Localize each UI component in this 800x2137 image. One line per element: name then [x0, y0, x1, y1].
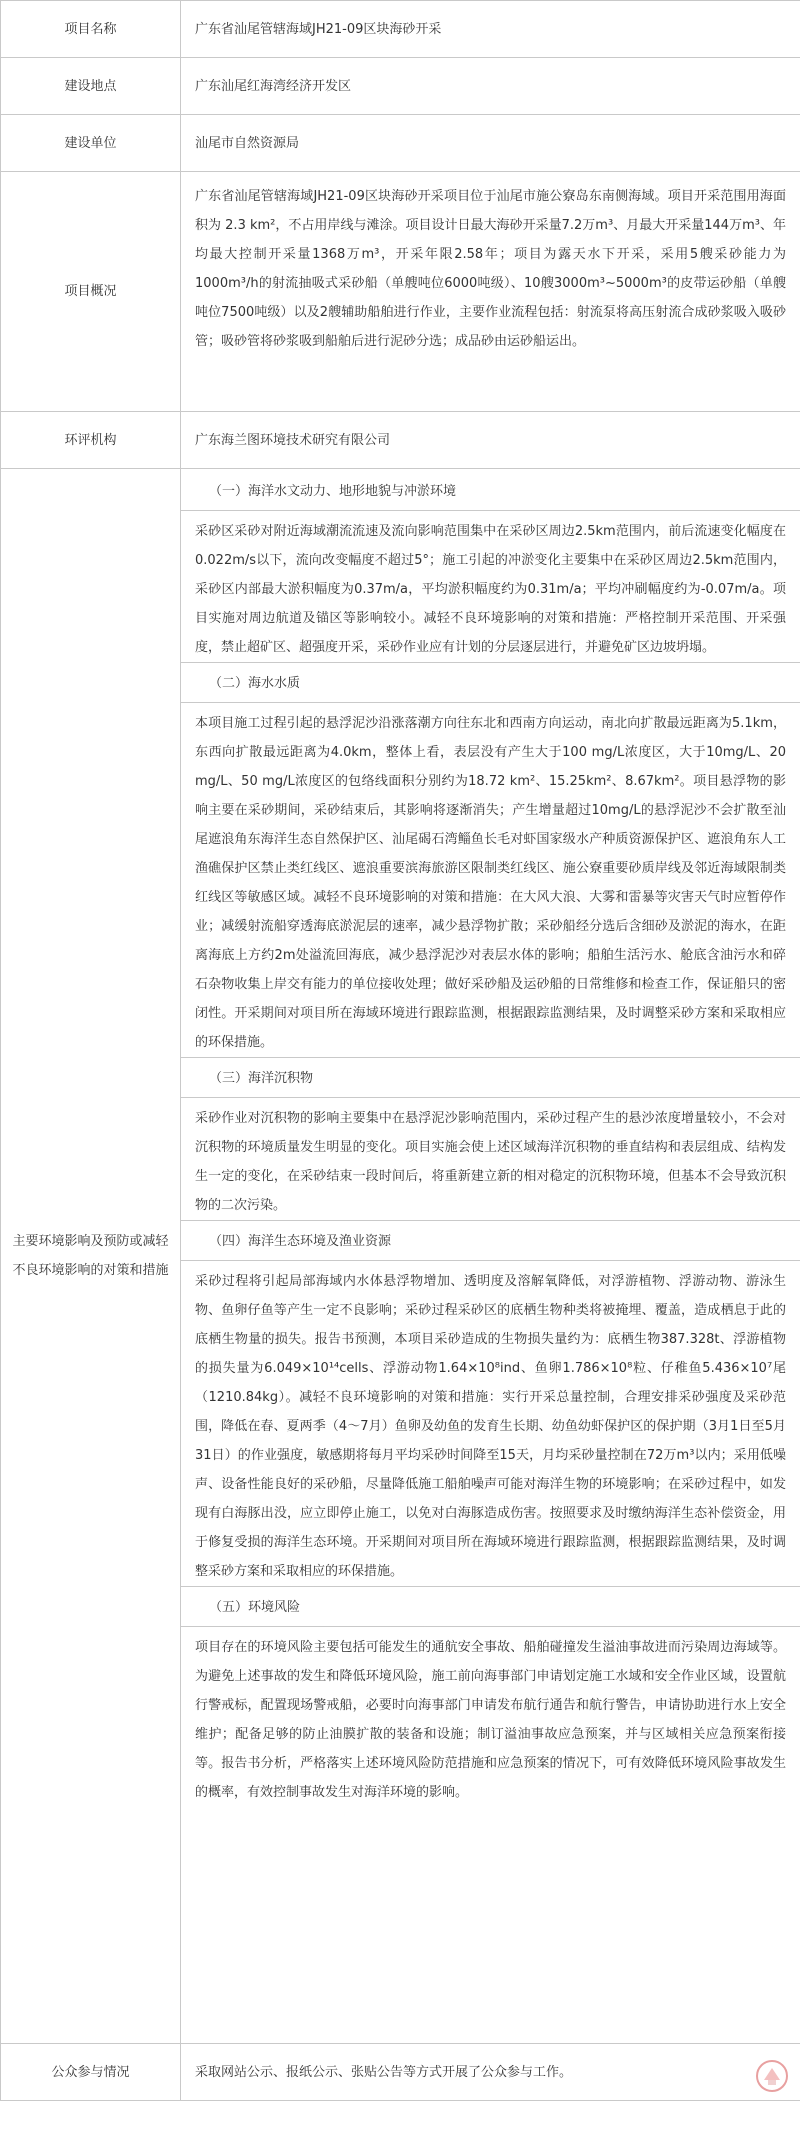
- overview-text: 广东省汕尾管辖海域JH21-09区块海砂开采项目位于汕尾市施公寮岛东南侧海域。项目开采范围用海面积为 2.3 km²，不占用岸线与滩涂。项目设计日最大海砂开采量7.2万m³、月最大开采量144万m³、年均最大控制开采量1368万m³，开采年限2.58年；项目为露天水下开采，采用5艘采砂能力为1000m³/h的射流抽吸式采砂船（单艘吨位6000吨级）、10艘3000m³~5000m³的皮带运砂船（单艘吨位7500吨级）以及2艘辅助船舶进行作业，主要作业流程包括：射流泵将高压射流合成砂浆吸入吸砂管；吸砂管将砂浆吸到船舶后进行泥砂分选；成品砂由运砂船运出。: [195, 189, 786, 349]
- section-5-body: 项目存在的环境风险主要包括可能发生的通航安全事故、船舶碰撞发生溢油事故进而污染周边海域等。为避免上述事故的发生和降低环境风险，施工前向海事部门申请划定施工水域和安全作业区域，设置航行警戒标，配置现场警戒船，必要时向海事部门申请发布航行通告和航行警告，申请协助进行水上安全维护；配备足够的防止油膜扩散的装备和设施；制订溢油事故应急预案，并与区域相关应急预案衔接等。报告书分析，严格落实上述环境风险防范措施和应急预案的情况下，可有效降低环境风险事故发生的概率，有效控制事故发生对海洋环境的影响。: [195, 1640, 786, 1800]
- value-overview: [181, 172, 800, 412]
- section-divider: [181, 1220, 800, 1221]
- label-public: 公众参与情况: [1, 2044, 181, 2101]
- section-3-title: （三）海洋沉积物: [209, 1071, 314, 1086]
- row-eia: [1, 412, 800, 469]
- public-text: 采取网站公示、报纸公示、张贴公告等方式开展了公众参与工作。: [195, 2064, 573, 2080]
- section-divider: [181, 510, 800, 511]
- value-location: 广东汕尾红海湾经济开发区: [181, 58, 800, 115]
- section-divider: [181, 1260, 800, 1261]
- watermark-logo-icon: [754, 2058, 790, 2094]
- section-1-title: （一）海洋水文动力、地形地貌与冲淤环境: [209, 484, 457, 499]
- row-overview: [1, 172, 800, 412]
- section-1: [195, 477, 786, 662]
- value-unit: 汕尾市自然资源局: [181, 115, 800, 172]
- value-eia: 广东海兰图环境技术研究有限公司: [181, 412, 800, 469]
- label-location: 建设地点: [1, 58, 181, 115]
- section-5-title: （五）环境风险: [209, 1600, 301, 1615]
- section-divider: [181, 702, 800, 703]
- value-public: [181, 2044, 800, 2101]
- value-main-impacts: [181, 469, 800, 2044]
- section-5: [195, 1593, 786, 1807]
- label-unit: 建设单位: [1, 115, 181, 172]
- label-eia: 环评机构: [1, 412, 181, 469]
- section-3: [195, 1064, 786, 1220]
- section-4-title: （四）海洋生态环境及渔业资源: [209, 1234, 392, 1249]
- value-project-name: 广东省汕尾管辖海域JH21-09区块海砂开采: [181, 1, 800, 58]
- section-divider: [181, 1097, 800, 1098]
- row-unit: [1, 115, 800, 172]
- section-2-body: 本项目施工过程引起的悬浮泥沙沿涨落潮方向往东北和西南方向运动，南北向扩散最远距离为5.1km，东西向扩散最远距离为4.0km，整体上看，表层没有产生大于100 mg/L浓度区，大于10mg/L、20 mg/L、50 mg/L浓度区的包络线面积分别约为18.72 km²、15.25km²、8.67km²。项目悬浮物的影响主要在采砂期间，采砂结束后，其影响将逐渐消失；产生增量超过10mg/L的悬浮泥沙不会扩散至汕尾遮浪角东海洋生态自然保护区、汕尾碣石湾鲻鱼长毛对虾国家级水产种质资源保护区、遮浪角东人工渔礁保护区禁止类红线区、遮浪重要滨海旅游区限制类红线区、施公寮重要砂质岸线及邻近海域限制类红线区等敏感区域。减轻不良环境影响的对策和措施：在大风大浪、大雾和雷暴等灾害天气时应暂停作业；减缓射流船穿透海底淤泥层的速率，减少悬浮物扩散；采砂船经分选后含细砂及淤泥的海水，在距离海底上方约2m处溢流回海底，减少悬浮泥沙对表层水体的影响；船舶生活污水、舱底含油污水和碎石杂物收集上岸交有能力的单位接收处理；做好采砂船及运砂船的日常维修和检查工作，保证船只的密闭性。开采期间对项目所在海域环境进行跟踪监测，根据跟踪监测结果，及时调整采砂方案和采取相应的环保措施。: [195, 716, 786, 1050]
- section-2: [195, 669, 786, 1057]
- row-main-impacts: [1, 469, 800, 2044]
- section-1-body: 采砂区采砂对附近海域潮流流速及流向影响范围集中在采砂区周边2.5km范围内，前后流速变化幅度在0.022m/s以下，流向改变幅度不超过5°；施工引起的冲淤变化主要集中在采砂区周边2.5km范围内，采砂区内部最大淤积幅度为0.37m/a，平均淤积幅度约为0.31m/a；平均冲刷幅度约为-0.07m/a。项目实施对周边航道及锚区等影响较小。减轻不良环境影响的对策和措施：严格控制开采范围、开采强度，禁止超矿区、超强度开采，采砂作业应有计划的分层逐层进行，并避免矿区边坡坍塌。: [195, 524, 786, 655]
- label-main-impacts: 主要环境影响及预防或减轻不良环境影响的对策和措施: [1, 469, 181, 2044]
- row-project-name: [1, 1, 800, 58]
- section-divider: [181, 662, 800, 663]
- label-overview: 项目概况: [1, 172, 181, 412]
- section-4-body: 采砂过程将引起局部海域内水体悬浮物增加、透明度及溶解氧降低，对浮游植物、浮游动物、游泳生物、鱼卵仔鱼等产生一定不良影响；采砂过程采砂区的底栖生物种类将被掩埋、覆盖，造成栖息于此的底栖生物量的损失。报告书预测，本项目采砂造成的生物损失量约为：底栖生物387.328t、浮游植物的损失量为6.049×10¹⁴cells、浮游动物1.64×10⁸ind、鱼卵1.786×10⁸粒、仔稚鱼5.436×10⁷尾（1210.84kg）。减轻不良环境影响的对策和措施：实行开采总量控制，合理安排采砂强度及采砂范围，降低在春、夏两季（4～7月）鱼卵及幼鱼的发育生长期、幼鱼幼虾保护区的保护期（3月1日至5月31日）的作业强度，敏感期将每月平均采砂时间降至15天，月均采砂量控制在72万m³以内；采用低噪声、设备性能良好的采砂船，尽量降低施工船舶噪声可能对海洋生物的环境影响；在采砂过程中，如发现有白海豚出没，应立即停止施工，以免对白海豚造成伤害。按照要求及时缴纳海洋生态补偿资金，用于修复受损的海洋生态环境。开采期间对项目所在海域环境进行跟踪监测，根据跟踪监测结果，及时调整采砂方案和采取相应的环保措施。: [195, 1274, 786, 1579]
- section-2-title: （二）海水水质: [209, 676, 301, 691]
- label-project-name: 项目名称: [1, 1, 181, 58]
- section-3-body: 采砂作业对沉积物的影响主要集中在悬浮泥沙影响范围内，采砂过程产生的悬沙浓度增量较小，不会对沉积物的环境质量发生明显的变化。项目实施会使上述区域海洋沉积物的垂直结构和表层组成、结构发生一定的变化，在采砂结束一段时间后，将重新建立新的相对稳定的沉积物环境，但基本不会导致沉积物的二次污染。: [195, 1111, 786, 1213]
- section-4: [195, 1227, 786, 1586]
- section-divider: [181, 1057, 800, 1058]
- row-public: [1, 2044, 800, 2101]
- row-location: [1, 58, 800, 115]
- section-divider: [181, 1626, 800, 1627]
- section-divider: [181, 1586, 800, 1587]
